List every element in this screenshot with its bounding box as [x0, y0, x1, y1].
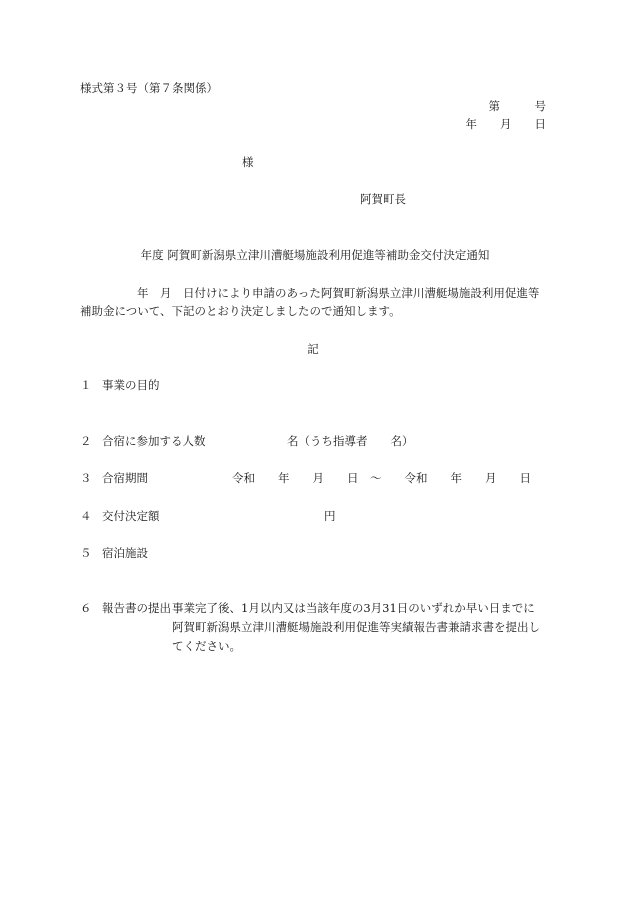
item-value-period: 令和 年 月 日 ～ 令和 年 月 日 — [232, 471, 531, 485]
item-number: ３ — [80, 471, 92, 485]
form-label: 様式第３号（第７条関係） — [80, 81, 218, 95]
item-number: ５ — [80, 546, 92, 560]
item-number: １ — [80, 378, 92, 392]
item-label-amount: 交付決定額 — [102, 509, 160, 523]
item-number: ６ — [80, 601, 92, 615]
document-title: 年度 阿賀町新潟県立津川漕艇場施設利用促進等補助金交付決定通知 — [140, 248, 490, 262]
item-label-report: 報告書の提出 — [102, 601, 171, 615]
item-value-amount: 円 — [324, 509, 336, 523]
item-label-participants: 合宿に参加する人数 — [102, 434, 206, 448]
sender-name: 阿賀町長 — [360, 192, 406, 206]
item-value-report-line-3: てください。 — [172, 639, 241, 653]
ki-heading: 記 — [307, 342, 319, 356]
item-label-lodging: 宿泊施設 — [102, 546, 148, 560]
document-number: 第 号 — [488, 99, 546, 113]
item-number: ４ — [80, 509, 92, 523]
body-line-1: 年 月 日付けにより申請のあった阿賀町新潟県立津川漕艇場施設利用促進等 — [137, 286, 540, 300]
item-label-period: 合宿期間 — [102, 471, 148, 485]
item-value-report-line-2: 阿賀町新潟県立津川漕艇場施設利用促進等実績報告書兼請求書を提出し — [172, 620, 540, 634]
item-value-report-line-1: 事業完了後、1月以内又は当該年度の3月31日のいずれか早い日までに — [172, 601, 535, 615]
item-number: ２ — [80, 434, 92, 448]
item-label-purpose: 事業の目的 — [102, 378, 160, 392]
item-value-participants: 名（うち指導者 名） — [287, 434, 414, 448]
document-date: 年 月 日 — [465, 117, 546, 131]
body-line-2: 補助金について、下記のとおり決定しましたので通知します。 — [80, 304, 401, 318]
addressee-suffix: 様 — [242, 155, 254, 169]
